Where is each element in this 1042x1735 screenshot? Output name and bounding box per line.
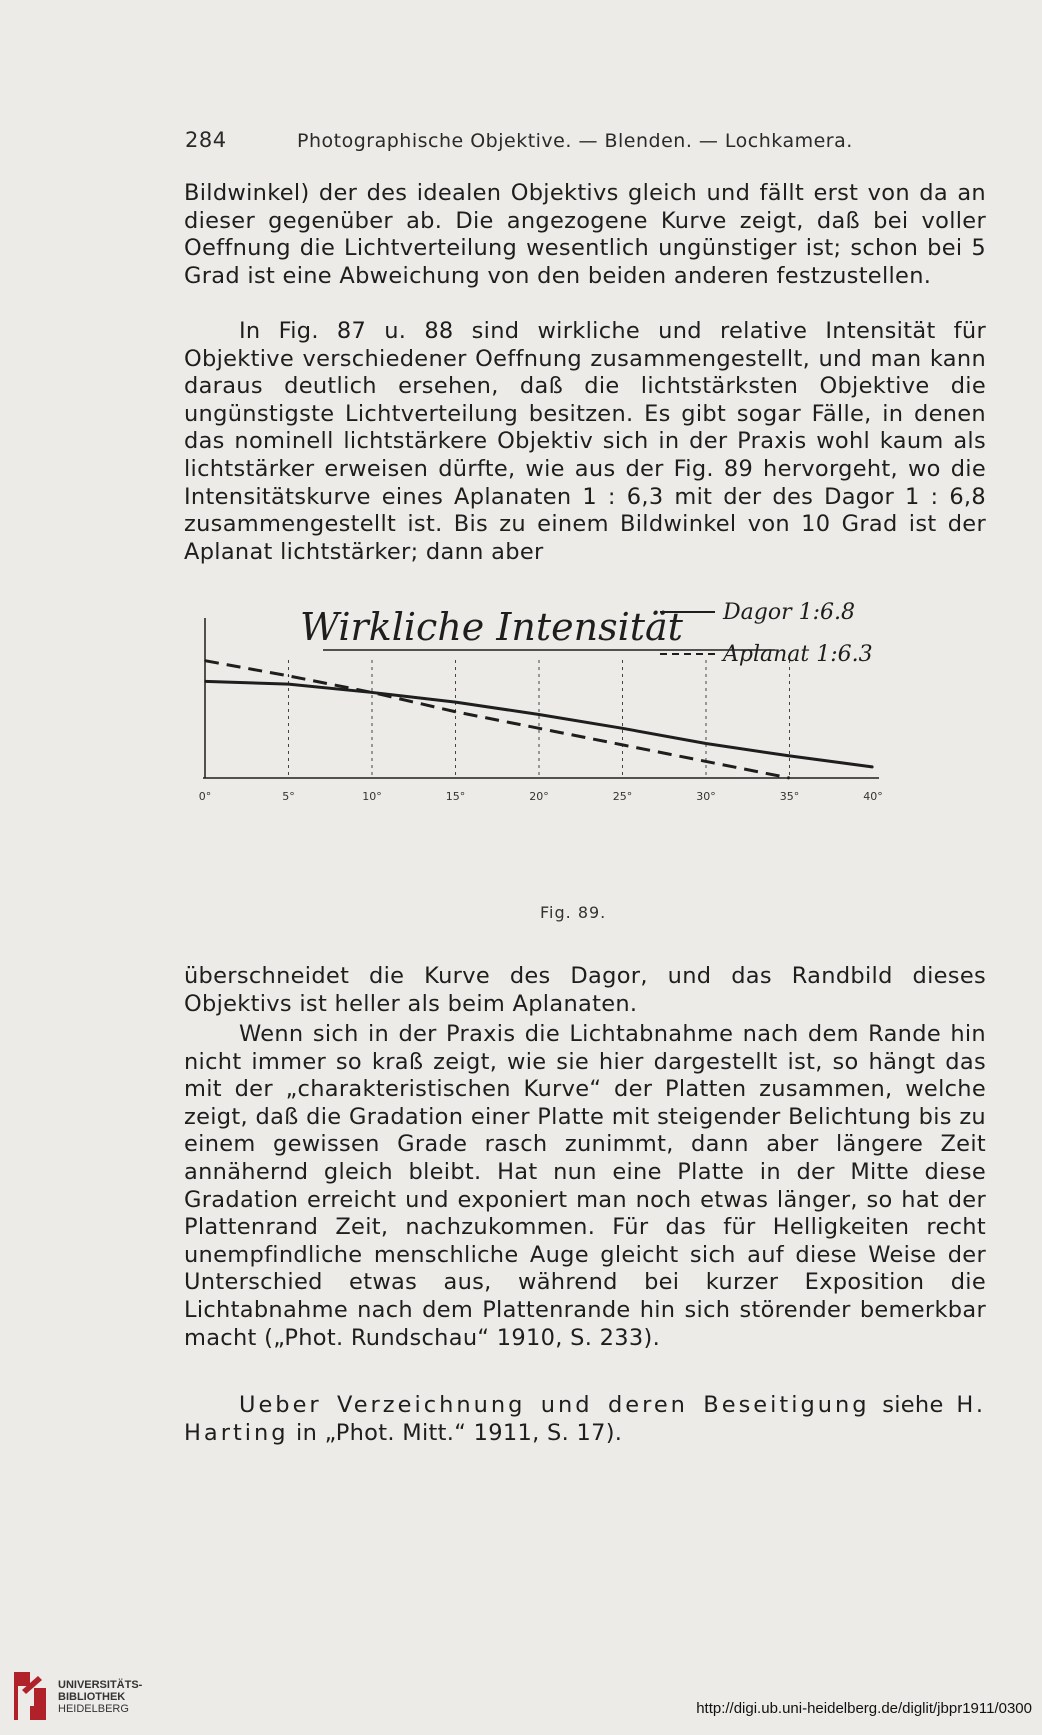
x-tick-label: 10° [362, 790, 382, 803]
series-2-point [538, 728, 540, 730]
x-tick-label: 15° [445, 790, 466, 803]
source-url[interactable]: http://digi.ub.uni-heidelberg.de/diglit/jbpr1911/0300 [696, 1700, 1032, 1717]
library-line-3: HEIDELBERG [58, 1703, 129, 1715]
legend-label-1: Dagor 1:6.8 [723, 600, 855, 625]
para5-spaced-phrase: Ueber Verzeichnung und deren Beseitigung [239, 1392, 870, 1418]
intensity-chart [198, 600, 985, 900]
paragraph-4: Wenn sich in der Praxis die Lichtabnahme nach dem Rande hin nicht immer so kraß zeigt, wie sie hier dargestellt ist, so hängt das mit der „charakteristischen Kurve“ der Platten zusammen, welche zeigt, daß die Gradation einer Platte mit steigender Belichtung bis zu einem gewissen Grade rasch zunimmt, dann aber längere Zeit annähernd gleich bleibt. Hat nun eine Platte in der Mitte diese Gradation erreicht und exponiert man noch etwas länger, so hat der Plattenrand Zeit, nachzukommen. Für das für Helligkeiten recht unempfindliche menschliche Auge gleicht sich auf diese Weise der Unterschied etwas aus, während bei kurzer Exposition die Lichtabnahme nach dem Plattenrande hin sich störender bemerkbar macht („Phot. Rundschau“ 1910, S. 233). [184, 1021, 986, 1351]
x-tick-label: 5° [282, 790, 295, 803]
running-header [185, 128, 985, 152]
x-tick-label: 40° [863, 790, 883, 803]
x-tick-label: 0° [198, 790, 212, 803]
chart-title: Wirkliche Intensität [300, 605, 683, 649]
library-logo-icon [8, 1668, 52, 1724]
paragraph-5 [184, 1392, 986, 1447]
paragraph-2: In Fig. 87 u. 88 sind wirkliche und relative Intensität für Objektive verschiedener Oeffnung zusammengestellt, und man kann daraus deutlich ersehen, daß die lichtstärksten Objektive die ungünstigste Lichtverteilung besitzen. Es gibt sogar Fälle, in denen das nominell lichtstärkere Objektiv sich in der Praxis wohl kaum als lichtstärker erweisen dürfte, wie aus der Fig. 89 hervorgeht, wo die Intensitätskurve eines Aplanaten 1 : 6,3 mit der des Dagor 1 : 6,8 zusammengestellt ist. Bis zu einem Bildwinkel von 10 Grad ist der Aplanat lichtstärker; dann aber [184, 318, 986, 565]
legend-label-2: Aplanat 1:6.3 [723, 642, 873, 667]
para5-text: siehe [869, 1392, 957, 1418]
series-1-point [288, 683, 290, 685]
series-2-point [204, 660, 206, 662]
para5-reference: in „Phot. Mitt.“ 1911, S. 17). [288, 1419, 623, 1446]
series-2-point [288, 675, 290, 677]
series-2-point [455, 711, 457, 713]
running-title: Photographische Objektive. — Blenden. — Lochkamera. [297, 130, 853, 152]
series-2-point [371, 692, 373, 694]
page-number: 284 [185, 128, 227, 152]
x-tick-label: 35° [779, 790, 800, 803]
x-tick-label: 30° [696, 790, 716, 803]
x-tick-label: 25° [612, 790, 633, 803]
series-1-point [204, 681, 206, 683]
series-1-point [622, 728, 624, 730]
x-tick-label: 20° [529, 790, 549, 803]
figure-caption: Fig. 89. [540, 903, 607, 922]
series-2-point [622, 744, 624, 746]
para5-author: H. Harting [184, 1392, 986, 1446]
library-line-2: BIBLIOTHEK [58, 1691, 126, 1703]
library-line-1: UNIVERSITÄTS- [58, 1679, 143, 1691]
series-line-2 [205, 661, 790, 778]
series-1-point [789, 755, 791, 757]
paragraph-3: überschneidet die Kurve des Dagor, und das Randbild dieses Objektivs ist heller als beim Aplanaten. [184, 963, 986, 1017]
series-1-point [705, 743, 707, 745]
paragraph-1: Bildwinkel) der des idealen Objektivs gleich und fällt erst von da an dieser gegenüber ab. Die angezogene Kurve zeigt, daß bei voller Oeffnung die Lichtverteilung wesentlich ungünstiger ist; schon bei 5 Grad ist eine Abweichung von den beiden anderen festzustellen. [184, 180, 986, 289]
series-1-point [455, 701, 457, 703]
series-2-point [705, 761, 707, 763]
series-1-point [538, 714, 540, 716]
library-name [58, 1679, 142, 1715]
series-1-point [872, 766, 874, 768]
series-2-point [789, 777, 791, 779]
